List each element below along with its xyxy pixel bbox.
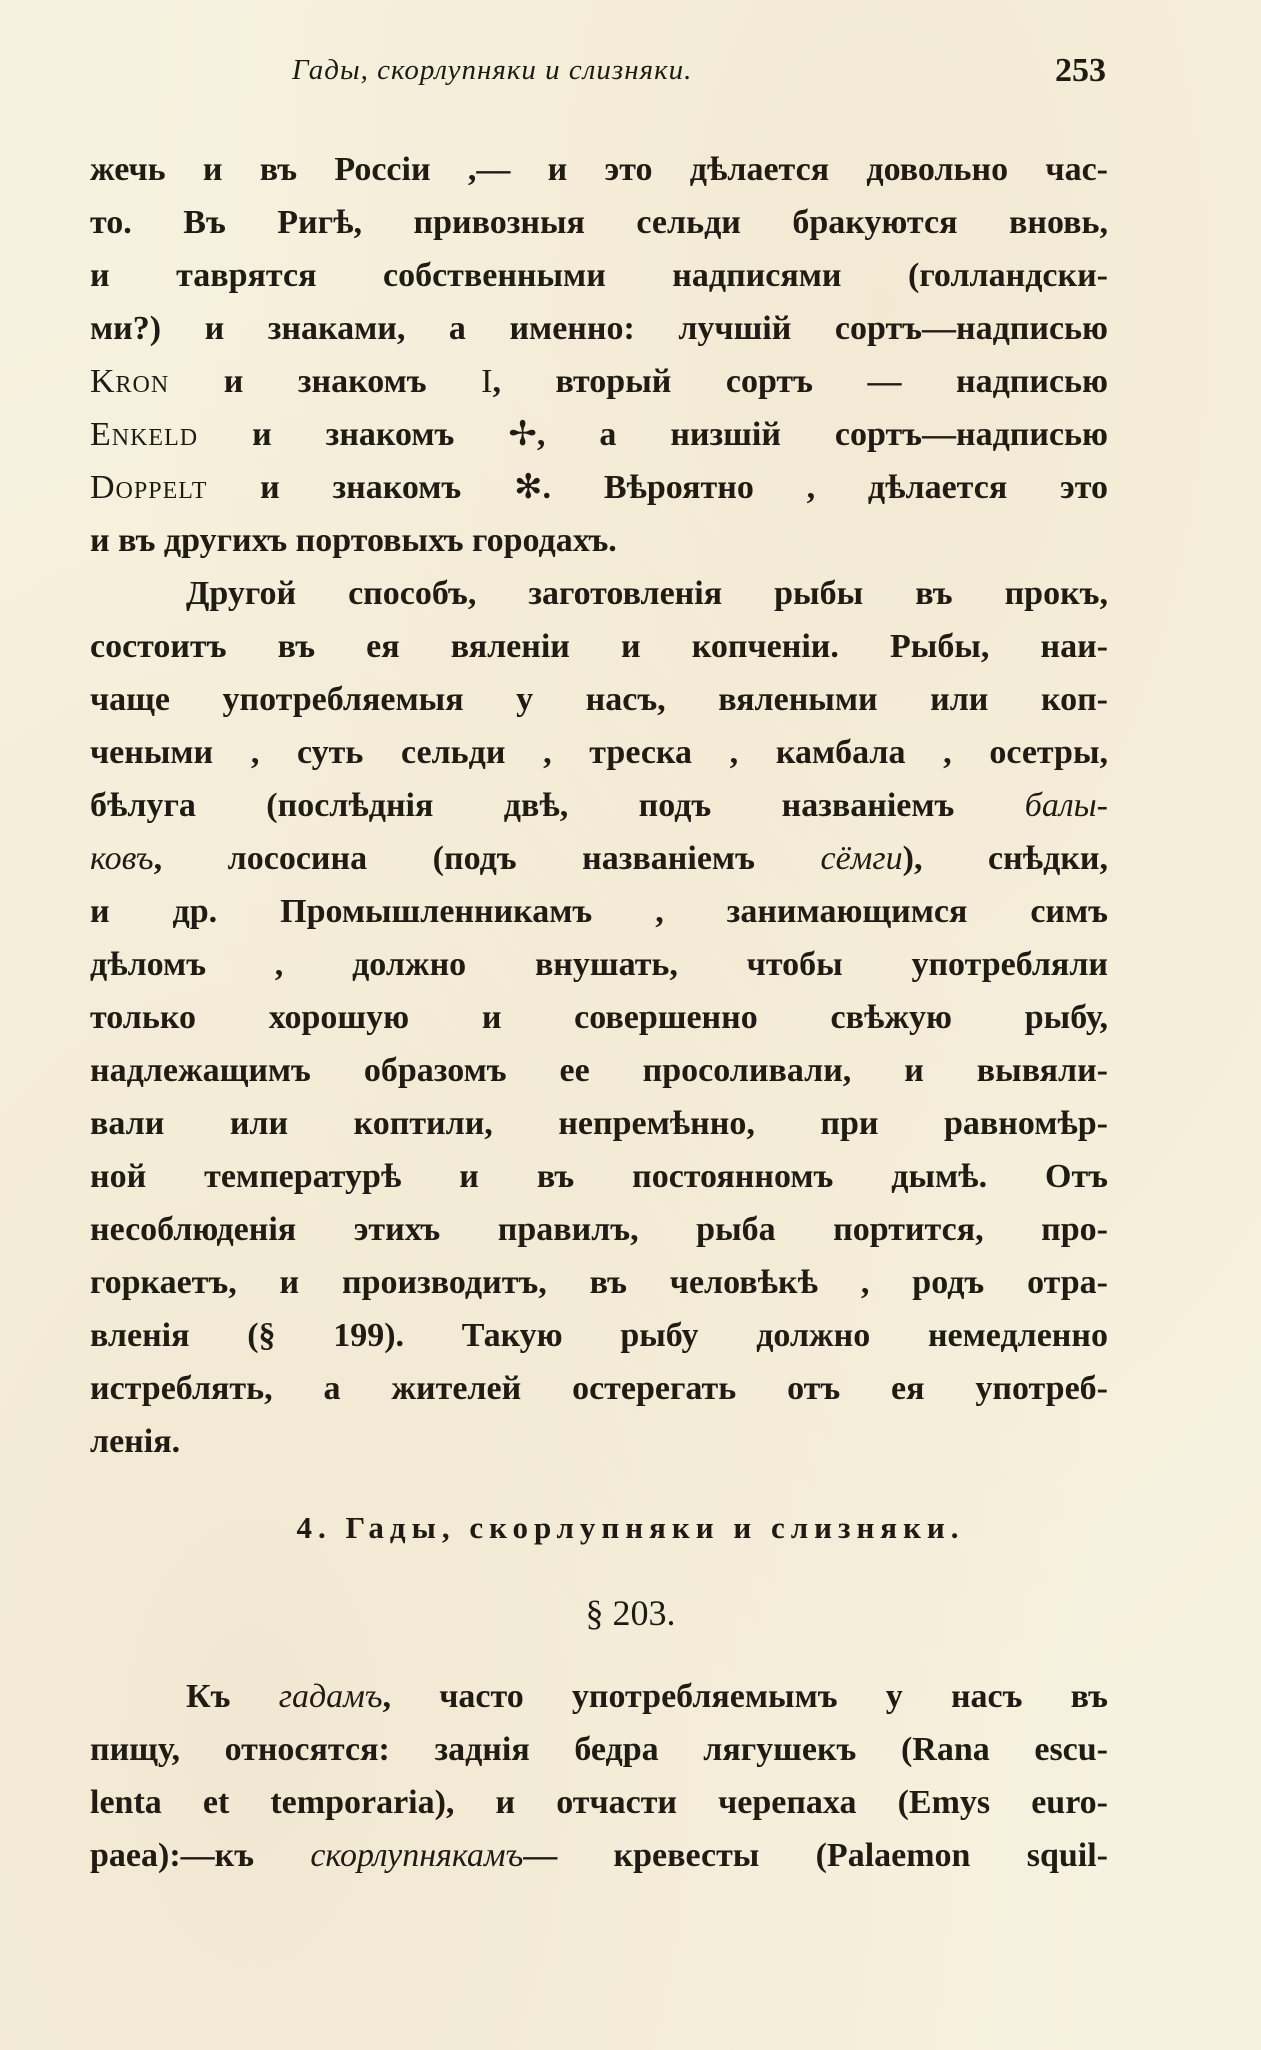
italic-term: балы- [1024, 787, 1108, 824]
mark-bar-icon: I [481, 363, 493, 400]
italic-term: ковъ [90, 840, 154, 877]
paragraph-number: § 203. [585, 1593, 676, 1633]
text-line: и таврятся собственными надписями (голландски- [90, 257, 1108, 294]
text-line: paea):—къ скорлупнякамъ— кревесты (Palaemon squil- [90, 1837, 1108, 1874]
text-line: Doppelt и знакомъ ✻. Вѣроятно , дѣлается это [90, 469, 1108, 506]
text-line: вленiя (§ 199). Такую рыбу должно немедленно [90, 1317, 1108, 1354]
text-line: lenta et temporaria), и отчасти черепаха (Emys euro- [90, 1784, 1108, 1821]
text-line: пищу, относятся: заднiя бедра лягушекъ (Rana escu- [90, 1731, 1108, 1768]
paragraph-first-line: Къ гадамъ, часто употребляемымъ у насъ въ [186, 1678, 1108, 1715]
text-line: чаще употребляемыя у насъ, вялеными или коп- [90, 681, 1108, 718]
text-line: истреблять, а жителей остерегать отъ ея употреб- [90, 1370, 1108, 1407]
italic-term: скорлупнякамъ [310, 1837, 524, 1874]
text-line: несоблюденiя этихъ правилъ, рыба портится, про- [90, 1211, 1108, 1248]
text-line: состоитъ въ ея вяленiи и копченiи. Рыбы, наи- [90, 628, 1108, 665]
label-word-enkeld: Enkeld [90, 416, 199, 453]
text-line: ленiя. [90, 1423, 181, 1460]
text-line: ковъ, лососина (подъ названiемъ сёмги), снѣдки, [90, 840, 1108, 877]
running-title: Гады, скорлупняки и слизняки. [292, 54, 693, 86]
text-line: и въ другихъ портовыхъ городахъ. [90, 522, 617, 559]
mark-asterisk-icon: ✻ [514, 469, 543, 506]
text-line: дѣломъ , должно внушать, чтобы употребляли [90, 946, 1108, 983]
text-line: ми?) и знаками, а именно: лучшiй сортъ—надписью [90, 310, 1108, 347]
paragraph-first-line: Другой способъ, заготовленiя рыбы въ прокъ, [186, 575, 1108, 612]
text-line: Enkeld и знакомъ ✢, а низшiй сортъ—надписью [90, 416, 1108, 453]
italic-term: гадамъ [278, 1678, 383, 1715]
page-number: 253 [1055, 52, 1106, 89]
text-line: чеными , суть сельди , треска , камбала , осетры, [90, 734, 1108, 771]
text-line: ной температурѣ и въ постоянномъ дымѣ. Отъ [90, 1158, 1108, 1195]
text-line: жечь и въ Россiи ,— и это дѣлается довольно час- [90, 151, 1108, 188]
text-line: бѣлуга (послѣднiя двѣ, подъ названiемъ балы- [90, 787, 1108, 824]
italic-term: сёмги [820, 840, 903, 877]
text-line: то. Въ Ригѣ, привозныя сельди бракуются вновь, [90, 204, 1108, 241]
text-line: Kron и знакомъ I, вторый сортъ — надписью [90, 363, 1108, 400]
text-line: и др. Промышленникамъ , занимающимся симъ [90, 893, 1108, 930]
text-line: горкаетъ, и производитъ, въ человѣкѣ , родъ отра- [90, 1264, 1108, 1301]
label-word-kron: Kron [90, 363, 170, 400]
text-line: только хорошую и совершенно свѣжую рыбу, [90, 999, 1108, 1036]
mark-cross-icon: ✢ [508, 416, 537, 453]
text-line: вали или коптили, непремѣнно, при равномѣр- [90, 1105, 1108, 1142]
text-line: надлежащимъ образомъ ее просоливали, и вывяли- [90, 1052, 1108, 1089]
section-heading: 4. Гады, скорлупняки и слизняки. [296, 1510, 965, 1545]
label-word-doppelt: Doppelt [90, 469, 208, 506]
